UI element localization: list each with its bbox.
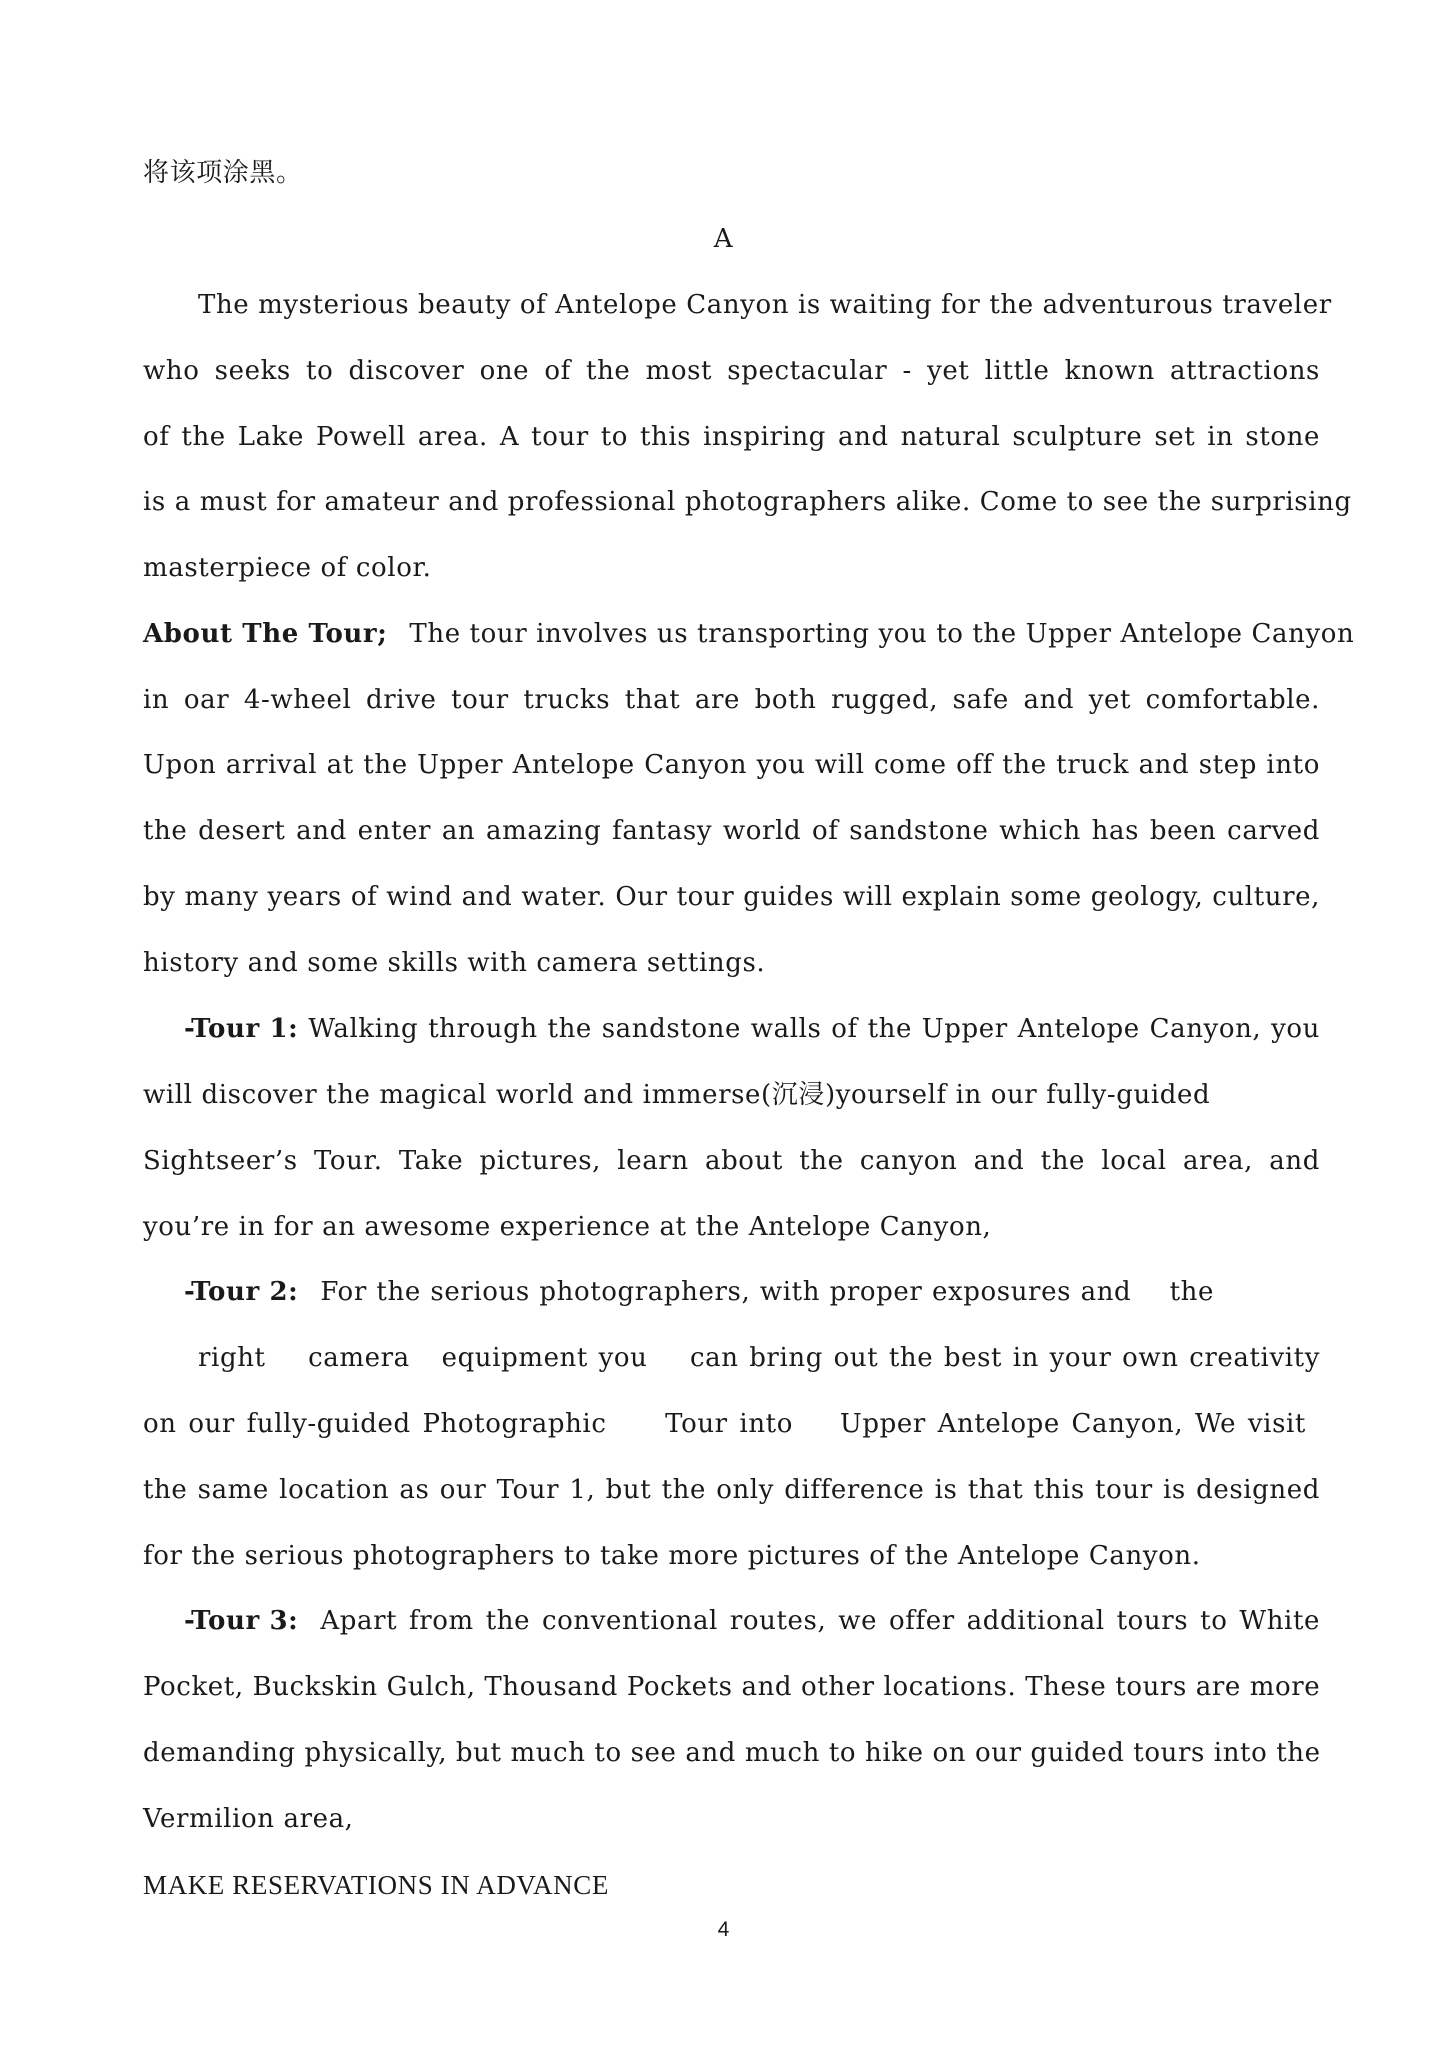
tour1-line: will discover the magical world and immerse(沉浸)yourself in our fully-guided xyxy=(143,1080,1211,1110)
tour1-line: Sightseer’s Tour. Take pictures, learn about the canyon and the local area, and xyxy=(143,1146,1320,1176)
about-line: the desert and enter an amazing fantasy world of sandstone which has been carved xyxy=(143,816,1320,846)
tour1-line: Walking through the sandstone walls of the Upper Antelope Canyon, you xyxy=(308,1014,1320,1044)
about-line: by many years of wind and water. Our tour guides will explain some geology, culture, xyxy=(143,882,1320,912)
tour2-label: -Tour 2: xyxy=(184,1277,299,1307)
tour2-line: the same location as our Tour 1, but the only difference is that this tour is designed xyxy=(143,1475,1320,1505)
about-line-first xyxy=(143,617,1355,651)
tour1-label: -Tour 1: xyxy=(184,1014,299,1044)
tour2-line: right camera equipment you can bring out the best in your own creativity xyxy=(198,1343,1320,1373)
tour1-line: you’re in for an awesome experience at the Antelope Canyon, xyxy=(143,1212,992,1242)
intro-line: of the Lake Powell area. A tour to this inspiring and natural sculpture set in stone xyxy=(143,422,1320,452)
about-line: The tour involves us transporting you to the Upper Antelope Canyon xyxy=(409,619,1355,649)
tour3-label: -Tour 3: xyxy=(184,1606,299,1636)
page-number: 4 xyxy=(717,1918,730,1941)
tour2-line: For the serious photographers, with proper exposures and the xyxy=(320,1277,1214,1307)
tour2-line: on our fully-guided Photographic Tour into Upper Antelope Canyon, We visit xyxy=(143,1409,1306,1439)
tour2-line-first xyxy=(184,1275,1214,1309)
tour3-line: Vermilion area, xyxy=(143,1804,354,1834)
header-fragment: 将该项涂黑。 xyxy=(143,158,303,188)
section-letter: A xyxy=(713,224,734,254)
intro-line: is a must for amateur and professional photographers alike. Come to see the surprising xyxy=(143,487,1352,517)
about-line: Upon arrival at the Upper Antelope Canyon you will come off the truck and step into xyxy=(143,750,1320,780)
tour3-line-first xyxy=(184,1604,1320,1638)
tour1-line-first xyxy=(184,1012,1320,1046)
tour2-line: for the serious photographers to take more pictures of the Antelope Canyon. xyxy=(143,1541,1201,1571)
intro-line: who seeks to discover one of the most spectacular - yet little known attractions xyxy=(143,356,1320,386)
intro-line: masterpiece of color. xyxy=(143,553,432,583)
about-line: history and some skills with camera settings. xyxy=(143,948,766,978)
about-label: About The Tour; xyxy=(143,619,388,649)
reservations-heading: MAKE RESERVATIONS IN ADVANCE xyxy=(143,1870,609,1900)
intro-line: The mysterious beauty of Antelope Canyon is waiting for the adventurous traveler xyxy=(198,290,1332,320)
tour3-line: demanding physically, but much to see and much to hike on our guided tours into the xyxy=(143,1738,1321,1768)
about-line: in oar 4-wheel drive tour trucks that are both rugged, safe and yet comfortable. xyxy=(143,685,1320,715)
tour3-line: Apart from the conventional routes, we offer additional tours to White xyxy=(320,1606,1320,1636)
tour3-line: Pocket, Buckskin Gulch, Thousand Pockets and other locations. These tours are more xyxy=(143,1672,1321,1702)
